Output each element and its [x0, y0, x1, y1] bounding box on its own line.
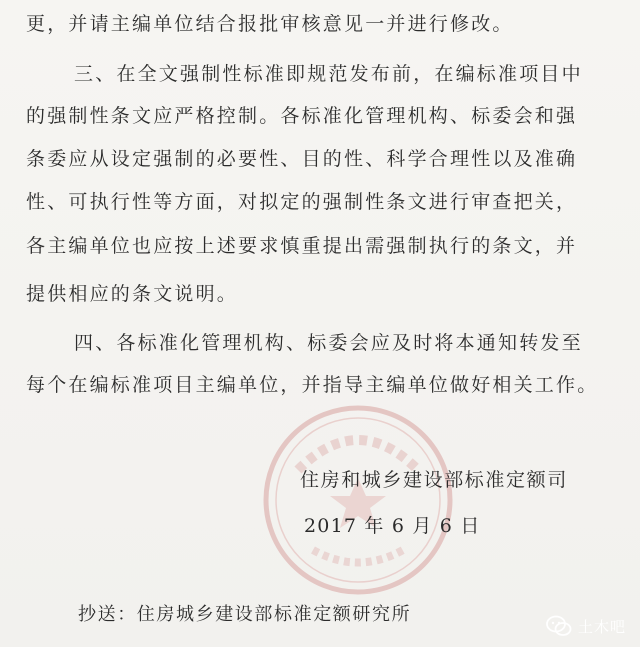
- official-seal: [258, 400, 458, 600]
- paragraph-line-4: 条委应从设定强制的必要性、目的性、科学合理性以及准确: [26, 148, 578, 170]
- watermark: [546, 615, 626, 637]
- paragraph-line-1: 更，并请主编单位结合报批审核意见一并进行修改。: [26, 13, 514, 35]
- paragraph-line-7: 提供相应的条文说明。: [26, 283, 239, 305]
- wechat-icon: [546, 615, 572, 637]
- paragraph-line-5: 性、可执行性等方面，对拟定的强制性条文进行审查把关，: [26, 191, 578, 213]
- watermark-text: 土木吧: [577, 617, 626, 636]
- cc-line: 抄送：住房城乡建设部标准定额研究所: [78, 604, 412, 625]
- issuer-signature: 住房和城乡建设部标准定额司: [300, 469, 568, 491]
- paragraph-line-8: 四、各标准化管理机构、标委会应及时将本通知转发至: [74, 332, 583, 354]
- paragraph-line-9: 每个在编标准项目主编单位，并指导主编单位做好相关工作。: [26, 374, 599, 396]
- issue-date: 2017 年 6 月 6 日: [304, 515, 481, 537]
- paragraph-line-6: 各主编单位也应按上述要求慎重提出需强制执行的条文，并: [26, 235, 578, 257]
- paragraph-line-2: 三、在全文强制性标准即规范发布前，在编标准项目中: [74, 63, 583, 85]
- paragraph-line-3: 的强制性条文应严格控制。各标准化管理机构、标委会和强: [26, 105, 578, 127]
